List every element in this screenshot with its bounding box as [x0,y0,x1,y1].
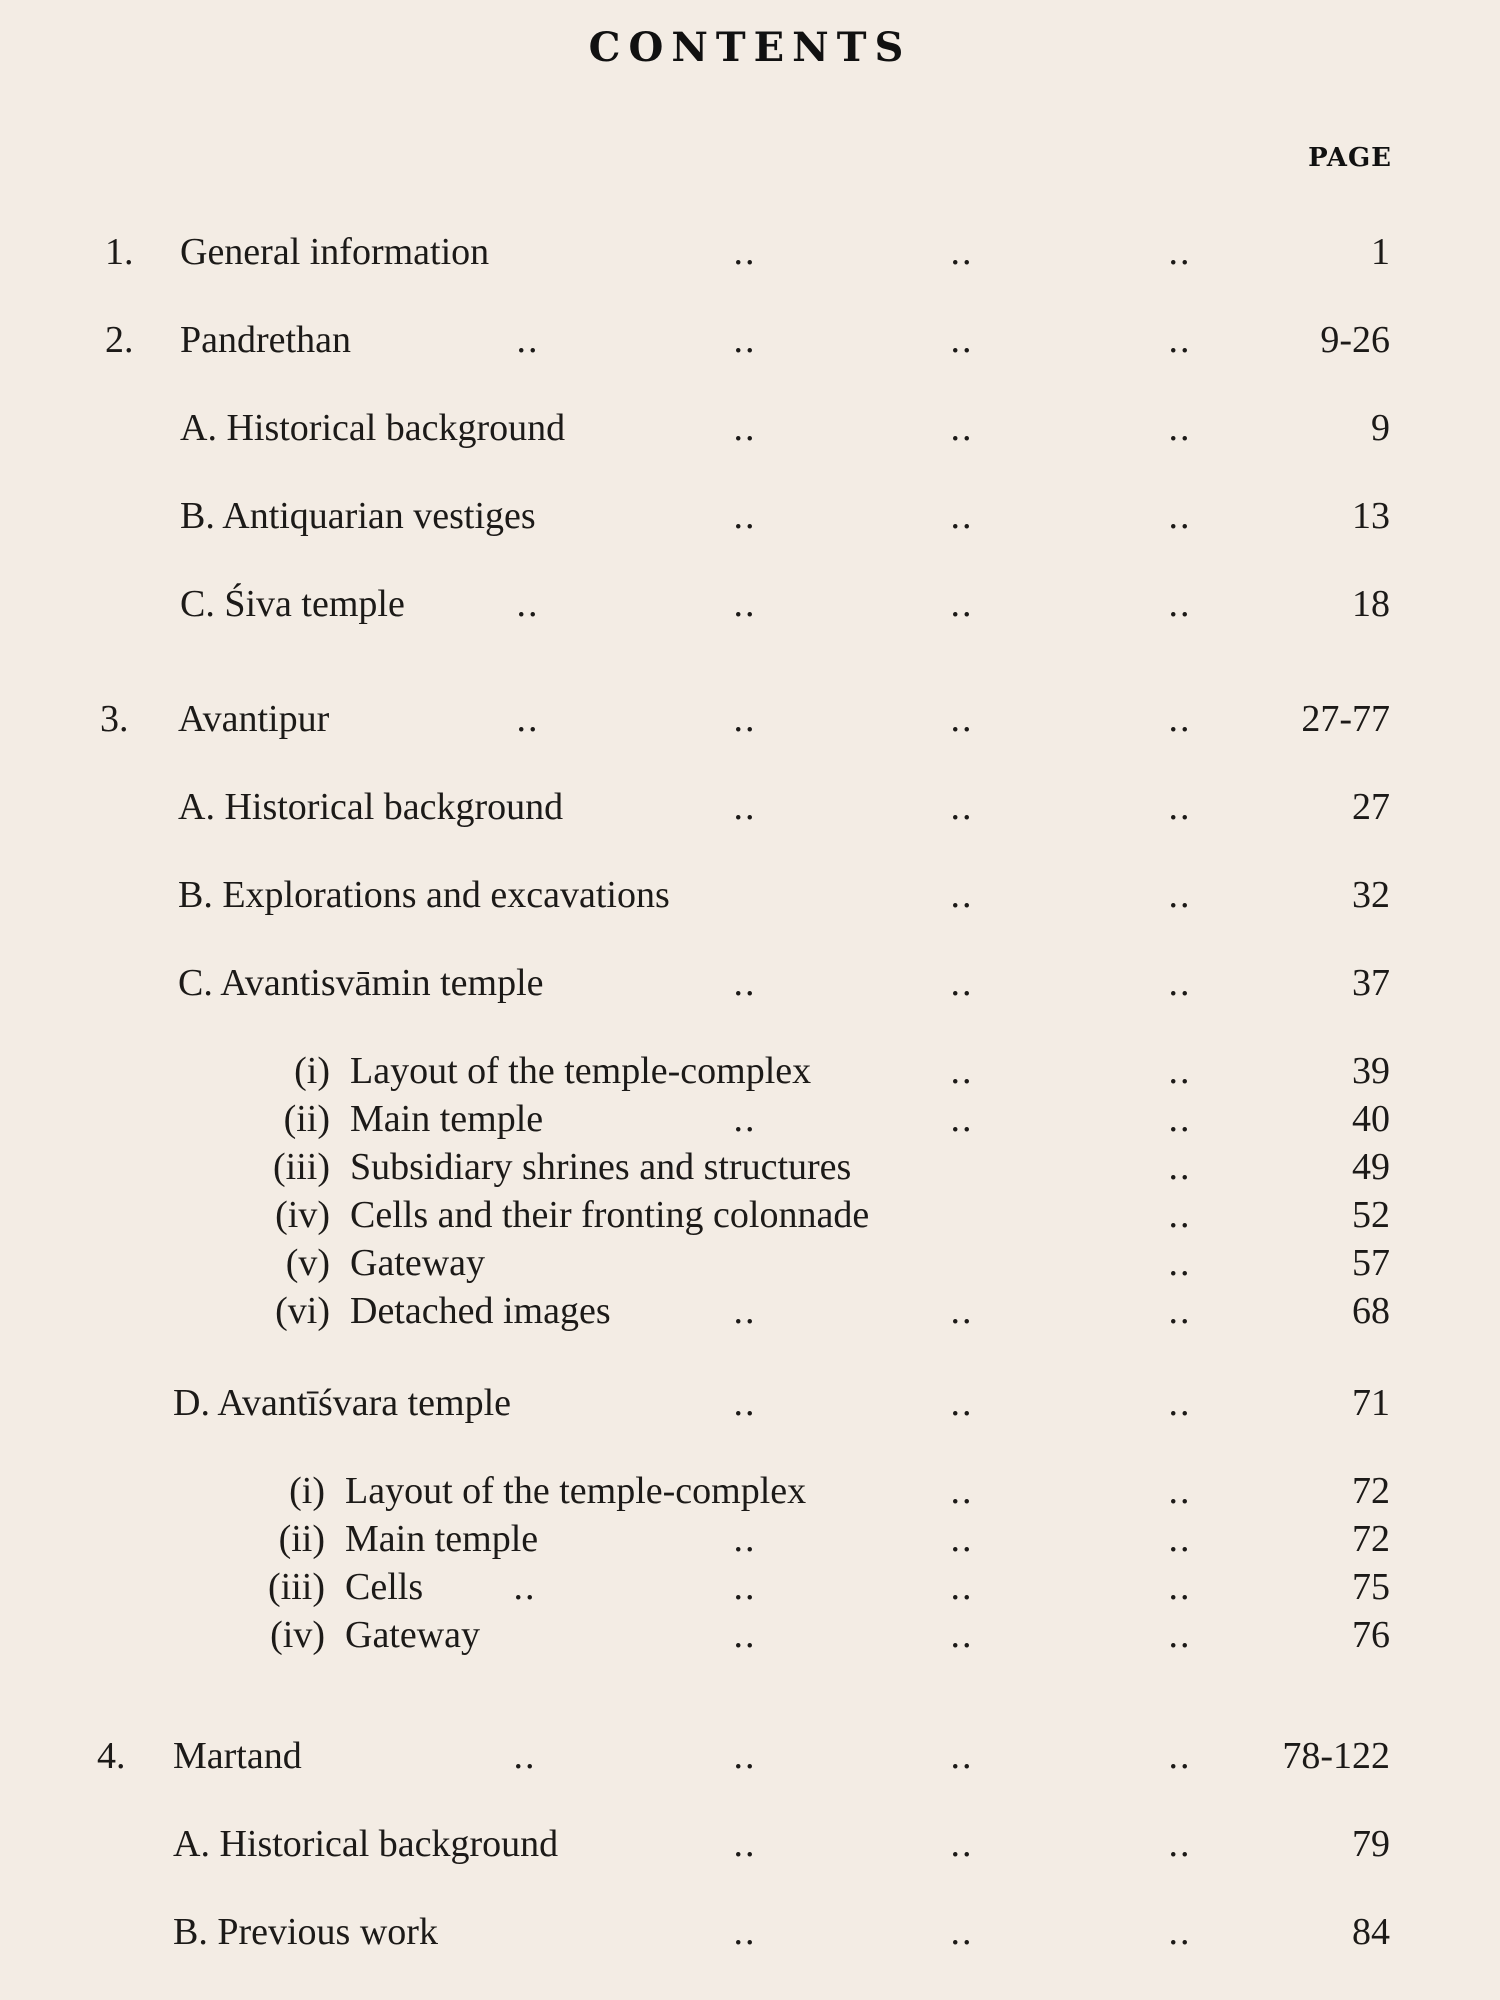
leader-dots: .. [733,1566,757,1608]
toc-entry [0,1732,1500,1780]
entry-page: 84 [1352,1911,1390,1953]
leader-dots: .. [950,1518,974,1560]
entry-number: (iii) [268,1566,325,1608]
entry-page: 27-77 [1301,698,1390,740]
leader-dots: .. [733,319,757,361]
leader-dots: .. [733,962,757,1004]
leader-dots: .. [950,319,974,361]
leader-dots: .. [950,962,974,1004]
toc-entry [0,1611,1500,1659]
entry-page: 57 [1352,1242,1390,1284]
leader-dots: .. [733,495,757,537]
leader-dots: .. [1168,786,1192,828]
entry-page: 1 [1371,231,1390,273]
leader-dots: .. [733,1382,757,1424]
toc-entry [0,1820,1500,1868]
entry-label: B. Previous work [173,1911,438,1953]
toc-entry [0,404,1500,452]
page-title: CONTENTS [588,24,912,71]
toc-entry [0,695,1500,743]
entry-page: 32 [1352,874,1390,916]
leader-dots: .. [1168,1098,1192,1140]
entry-page: 27 [1352,786,1390,828]
leader-dots: .. [1168,583,1192,625]
leader-dots: .. [516,319,540,361]
entry-number: (ii) [283,1098,330,1140]
entry-label: Detached images [350,1290,611,1332]
toc-entry [0,959,1500,1007]
entry-label: Main temple [350,1098,544,1140]
entry-label: Main temple [345,1518,539,1560]
leader-dots: .. [1168,1146,1192,1188]
entry-number: (iv) [270,1614,325,1656]
entry-number: (iv) [275,1194,330,1236]
entry-number: (v) [285,1242,330,1284]
toc-entry [0,316,1500,364]
toc-entry [0,1515,1500,1563]
entry-label: A. Historical background [173,1823,559,1865]
entry-number: 4. [97,1735,126,1777]
leader-dots: .. [950,1382,974,1424]
leader-dots: .. [950,1098,974,1140]
entry-label: Gateway [345,1614,481,1656]
entry-page: 71 [1352,1382,1390,1424]
leader-dots: .. [513,1566,537,1608]
leader-dots: .. [1168,1823,1192,1865]
leader-dots: .. [733,407,757,449]
toc-entry [0,783,1500,831]
leader-dots: .. [733,231,757,273]
toc-entry [0,871,1500,919]
leader-dots: .. [950,786,974,828]
leader-dots: .. [1168,319,1192,361]
entry-page: 72 [1352,1518,1390,1560]
leader-dots: .. [1168,1566,1192,1608]
entry-label: Gateway [350,1242,486,1284]
leader-dots: .. [950,1735,974,1777]
entry-label: A. Historical background [180,407,566,449]
leader-dots: .. [950,1050,974,1092]
leader-dots: .. [950,1823,974,1865]
toc-entry [0,1095,1500,1143]
leader-dots: .. [733,1290,757,1332]
entry-page: 37 [1352,962,1390,1004]
toc-entry [0,580,1500,628]
leader-dots: .. [733,583,757,625]
leader-dots: .. [950,1290,974,1332]
entry-number: (vi) [275,1290,330,1332]
entry-label: A. Historical background [178,786,564,828]
entry-page: 78-122 [1282,1735,1390,1777]
entry-label: B. Antiquarian vestiges [180,495,536,537]
toc-entry [0,1191,1500,1239]
leader-dots: .. [950,231,974,273]
leader-dots: .. [1168,874,1192,916]
leader-dots: .. [733,1823,757,1865]
entry-label: B. Explorations and excavations [178,874,670,916]
entry-label: Subsidiary shrines and structures [350,1146,852,1188]
toc-entry [0,1287,1500,1335]
leader-dots: .. [1168,1290,1192,1332]
toc-entry [0,1047,1500,1095]
entry-page: 49 [1352,1146,1390,1188]
leader-dots: .. [1168,1050,1192,1092]
entry-page: 68 [1352,1290,1390,1332]
leader-dots: .. [1168,1470,1192,1512]
leader-dots: .. [733,1735,757,1777]
page-column-header: PAGE [1308,143,1392,173]
entry-label: C. Śiva temple [180,583,405,625]
leader-dots: .. [733,786,757,828]
leader-dots: .. [1168,1735,1192,1777]
entry-page: 75 [1352,1566,1390,1608]
leader-dots: .. [1168,1242,1192,1284]
leader-dots: .. [513,1735,537,1777]
leader-dots: .. [1168,1911,1192,1953]
leader-dots: .. [1168,698,1192,740]
toc-entry [0,228,1500,276]
leader-dots: .. [733,1911,757,1953]
entry-label: Layout of the temple-complex [345,1470,807,1512]
entry-page: 40 [1352,1098,1390,1140]
leader-dots: .. [1168,495,1192,537]
leader-dots: .. [950,407,974,449]
leader-dots: .. [1168,231,1192,273]
toc-entry [0,1239,1500,1287]
leader-dots: .. [1168,1518,1192,1560]
leader-dots: .. [1168,407,1192,449]
entry-number: 3. [100,698,129,740]
entry-label: General information [180,231,490,273]
leader-dots: .. [950,495,974,537]
entry-label: Martand [173,1735,302,1777]
toc-entry [0,1908,1500,1956]
toc-entry [0,1379,1500,1427]
leader-dots: .. [950,874,974,916]
leader-dots: .. [1168,1382,1192,1424]
leader-dots: .. [516,583,540,625]
entry-number: 1. [105,231,134,273]
entry-page: 39 [1352,1050,1390,1092]
entry-page: 13 [1352,495,1390,537]
entry-page: 79 [1352,1823,1390,1865]
entry-number: (i) [294,1050,330,1092]
leader-dots: .. [733,1098,757,1140]
leader-dots: .. [950,698,974,740]
entry-label: C. Avantisvāmin temple [178,962,544,1004]
leader-dots: .. [950,1470,974,1512]
entry-page: 76 [1352,1614,1390,1656]
entry-page: 52 [1352,1194,1390,1236]
leader-dots: .. [516,698,540,740]
toc-entry [0,1563,1500,1611]
entry-number: (i) [289,1470,325,1512]
toc-entry [0,1143,1500,1191]
leader-dots: .. [950,1911,974,1953]
leader-dots: .. [733,1614,757,1656]
toc-entry [0,492,1500,540]
entry-label: Layout of the temple-complex [350,1050,812,1092]
entry-page: 18 [1352,583,1390,625]
entry-page: 72 [1352,1470,1390,1512]
leader-dots: .. [733,698,757,740]
leader-dots: .. [950,1614,974,1656]
entry-label: Cells and their fronting colonnade [350,1194,870,1236]
leader-dots: .. [1168,1614,1192,1656]
entry-label: Pandrethan [180,319,351,361]
leader-dots: .. [733,1518,757,1560]
entry-number: (iii) [273,1146,330,1188]
entry-label: D. Avantīśvara temple [173,1382,512,1424]
entry-page: 9-26 [1320,319,1390,361]
entry-number: (ii) [278,1518,325,1560]
entry-page: 9 [1371,407,1390,449]
entry-label: Avantipur [178,698,330,740]
toc-entry [0,1467,1500,1515]
entry-label: Cells [345,1566,424,1608]
leader-dots: .. [950,1566,974,1608]
leader-dots: .. [950,583,974,625]
entry-number: 2. [105,319,134,361]
leader-dots: .. [1168,1194,1192,1236]
leader-dots: .. [1168,962,1192,1004]
